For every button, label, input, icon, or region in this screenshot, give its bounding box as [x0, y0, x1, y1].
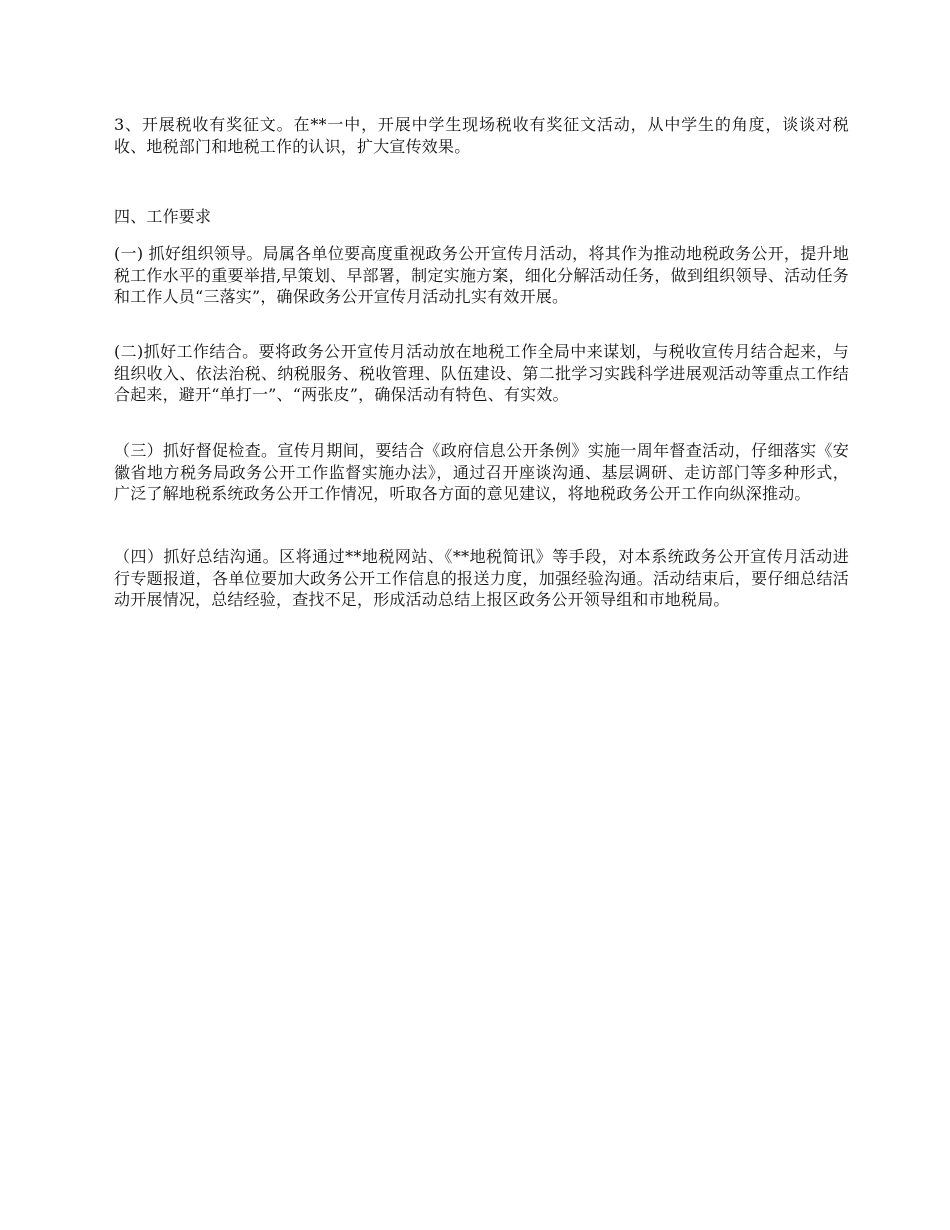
paragraph-supervision-inspection: （三）抓好督促检查。宣传月期间，要结合《政府信息公开条例》实施一周年督查活动，仔细落实《安徽省地方税务局政务公开工作监督实施办法》，通过召开座谈沟通、基层调研、走访部门等多种形式，广泛了解地税系统政务公开工作情况，听取各方面的意见建议，将地税政务公开工作向纵深推动。 — [114, 441, 849, 503]
paragraph-work-integration: (二)抓好工作结合。要将政务公开宣传月活动放在地税工作全局中来谋划，与税收宣传月结合起来，与组织收入、依法治税、纳税服务、税收管理、队伍建设、第二批学习实践科学进展观活动等重点工作结合起来，避开“单打一”、“两张皮”，确保活动有特色、有实效。 — [114, 342, 849, 404]
paragraph-summary-communication: （四）抓好总结沟通。区将通过**地税网站、《**地税简讯》等手段，对本系统政务公开宣传月活动进行专题报道，各单位要加大政务公开工作信息的报送力度，加强经验沟通。活动结束后，要仔细总结活动开展情况，总结经验，查找不足，形成活动总结上报区政务公开领导组和市地税局。 — [114, 547, 849, 609]
section-heading-work-requirements: 四、工作要求 — [114, 207, 212, 226]
paragraph-essay-contest: 3、开展税收有奖征文。在**一中，开展中学生现场税收有奖征文活动，从中学生的角度，谈谈对税收、地税部门和地税工作的认识，扩大宣传效果。 — [114, 115, 849, 156]
paragraph-organization-leadership: (一) 抓好组织领导。局属各单位要高度重视政务公开宣传月活动，将其作为推动地税政务公开，提升地税工作水平的重要举措,早策划、早部署，制定实施方案，细化分解活动任务，做到组织领导、活动任务和工作人员“三落实”，确保政务公开宣传月活动扎实有效开展。 — [114, 244, 849, 306]
